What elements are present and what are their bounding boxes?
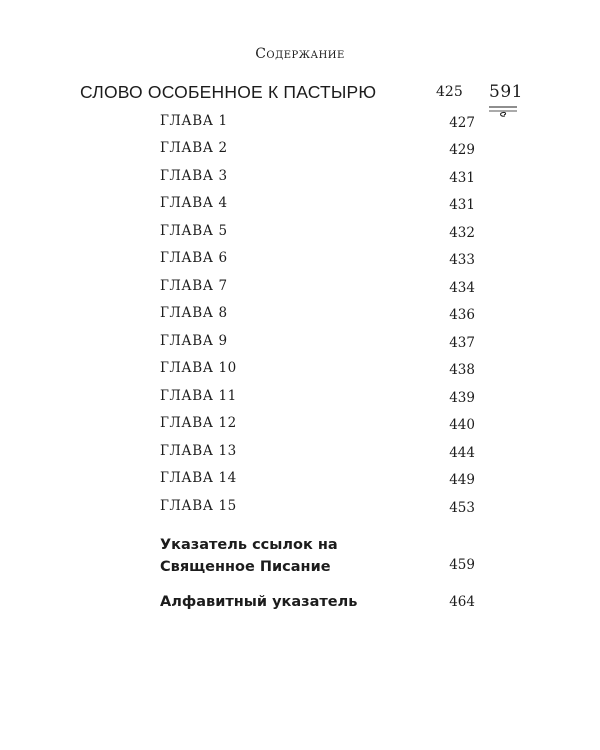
chapter-label: ГЛАВА 8	[160, 305, 228, 321]
chapter-label: ГЛАВА 6	[160, 250, 228, 266]
toc-entry[interactable]	[160, 498, 475, 522]
chapter-page-number: 427	[449, 115, 475, 131]
chapter-label: ГЛАВА 11	[160, 388, 237, 404]
chapter-label: ГЛАВА 4	[160, 195, 228, 211]
chapter-page-number: 431	[449, 170, 475, 186]
running-header: Содержание	[255, 46, 345, 62]
appendix-label: Алфавитный указатель	[160, 594, 358, 610]
chapter-page-number: 431	[449, 197, 475, 213]
chapter-page-number: 449	[449, 472, 475, 488]
toc-entry[interactable]	[160, 360, 475, 384]
toc-entry[interactable]	[160, 113, 475, 137]
toc-entry[interactable]	[160, 140, 475, 164]
chapter-label: ГЛАВА 10	[160, 360, 237, 376]
chapter-page-number: 437	[449, 335, 475, 351]
appendix-entry-alphabetical-index[interactable]	[160, 591, 475, 617]
chapter-label: ГЛАВА 1	[160, 113, 228, 129]
chapter-label: ГЛАВА 14	[160, 470, 237, 486]
chapter-label: ГЛАВА 2	[160, 140, 228, 156]
toc-entry[interactable]	[160, 305, 475, 329]
toc-entry[interactable]	[160, 470, 475, 494]
chapter-label: ГЛАВА 7	[160, 278, 228, 294]
chapter-page-number: 439	[449, 390, 475, 406]
section-page-number: 425	[436, 84, 463, 100]
chapter-page-number: 440	[449, 417, 475, 433]
toc-entry[interactable]	[160, 415, 475, 439]
toc-entry[interactable]	[160, 168, 475, 192]
toc-entry[interactable]	[160, 278, 475, 302]
appendix-page-number: 464	[449, 594, 475, 610]
toc-entry[interactable]	[160, 388, 475, 412]
chapter-page-number: 433	[449, 252, 475, 268]
chapter-page-number: 432	[449, 225, 475, 241]
toc-entry[interactable]	[160, 333, 475, 357]
toc-entry[interactable]	[160, 443, 475, 467]
chapter-page-number: 453	[449, 500, 475, 516]
appendix-entry-scripture-index[interactable]	[160, 534, 475, 584]
toc-entry[interactable]	[160, 250, 475, 274]
chapter-label: ГЛАВА 12	[160, 415, 237, 431]
appendix-page-number: 459	[449, 557, 475, 573]
chapter-label: ГЛАВА 13	[160, 443, 237, 459]
chapter-page-number: 438	[449, 362, 475, 378]
toc-entry[interactable]	[160, 223, 475, 247]
toc-entry[interactable]	[160, 195, 475, 219]
chapter-label: ГЛАВА 5	[160, 223, 228, 239]
chapter-label: ГЛАВА 9	[160, 333, 228, 349]
appendix-label: Указатель ссылок на Священное Писание	[160, 537, 338, 575]
section-title: СЛОВО ОСОБЕННОЕ К ПАСТЫРЮ	[80, 82, 377, 102]
chapter-page-number: 434	[449, 280, 475, 296]
chapter-page-number: 436	[449, 307, 475, 323]
chapter-page-number: 429	[449, 142, 475, 158]
page-number: 591	[489, 82, 523, 102]
chapter-label: ГЛАВА 3	[160, 168, 228, 184]
chapter-page-number: 444	[449, 445, 475, 461]
chapter-label: ГЛАВА 15	[160, 498, 237, 514]
